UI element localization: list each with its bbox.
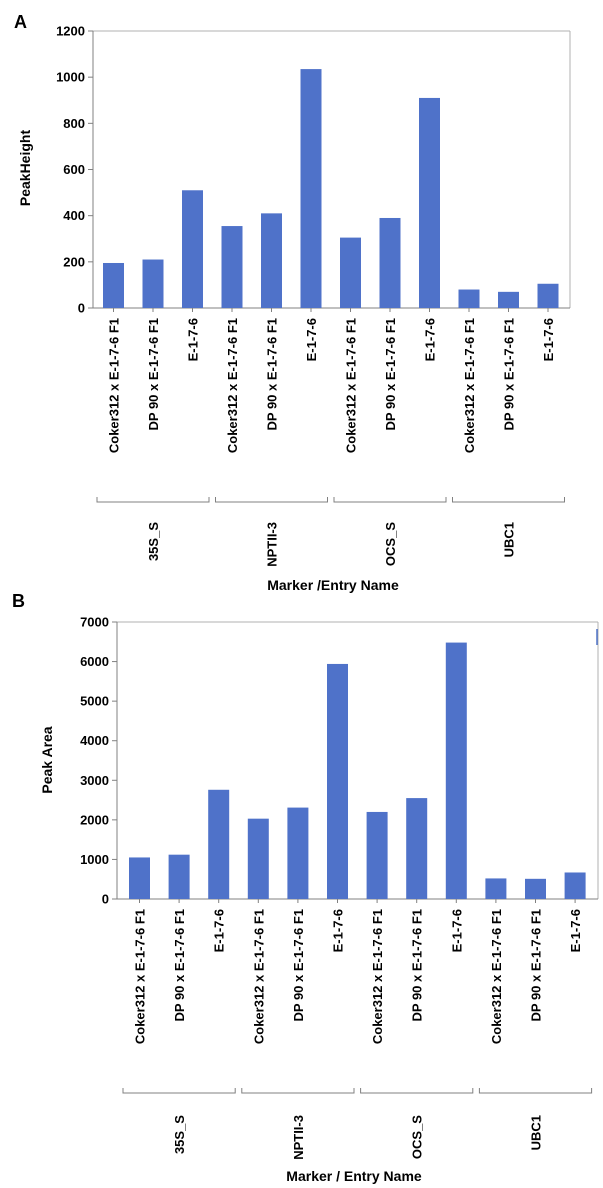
x-category-label: Coker312 x E-1-7-6 F1: [370, 909, 386, 1045]
panel-letter-b: B: [12, 591, 25, 611]
x-category-label: DP 90 x E-1-7-6 F1: [409, 909, 425, 1022]
x-category-label: E-1-7-6: [211, 909, 227, 953]
x-category-label: DP 90 x E-1-7-6 F1: [172, 909, 188, 1022]
x-group-label: 35S_S: [172, 1115, 188, 1155]
y-tick-label: 4000: [80, 733, 109, 749]
x-category-label: Coker312 x E-1-7-6 F1: [106, 318, 122, 454]
x-category-label: E-1-7-6: [541, 318, 556, 362]
chart-panel-a: [14, 12, 570, 593]
bar: [446, 643, 467, 899]
x-category-label: DP 90 x E-1-7-6 F1: [383, 318, 398, 431]
y-tick-label: 5000: [80, 693, 109, 709]
y-tick-label: 7000: [80, 614, 109, 630]
x-axis-title: Marker /Entry Name: [267, 577, 399, 593]
bar: [525, 879, 546, 899]
x-category-label: DP 90 x E-1-7-6 F1: [146, 318, 161, 431]
x-group-label: 35S_S: [146, 522, 161, 562]
x-group-label: NPTII-3: [264, 522, 280, 567]
bar: [565, 872, 586, 899]
x-category-label: Coker312 x E-1-7-6 F1: [343, 318, 359, 454]
x-category-label: E-1-7-6: [449, 909, 465, 953]
y-tick-label: 1000: [56, 69, 85, 85]
bar: [248, 819, 269, 899]
panel-letter-a: A: [14, 12, 27, 32]
bar: [301, 69, 322, 308]
y-tick-label: 3000: [80, 772, 109, 788]
y-tick-label: 600: [63, 162, 85, 177]
group-bracket: [216, 497, 328, 502]
y-tick-label: 0: [101, 891, 109, 907]
bar: [538, 284, 559, 308]
y-tick-label: 0: [77, 300, 85, 316]
x-group-label: OCS_S: [383, 522, 398, 567]
bar: [419, 98, 440, 308]
x-group-label: NPTII-3: [290, 1115, 306, 1160]
x-category-label: E-1-7-6: [304, 318, 319, 362]
x-category-label: E-1-7-6: [422, 318, 438, 362]
bar: [129, 857, 150, 899]
bar: [340, 238, 361, 308]
x-category-label: Coker312 x E-1-7-6 F1: [488, 909, 504, 1045]
bar: [287, 808, 308, 899]
bar: [261, 213, 282, 308]
y-axis-title: PeakHeight: [17, 129, 33, 207]
bar: [182, 190, 203, 308]
bar: [222, 226, 243, 308]
x-category-label: E-1-7-6: [568, 909, 584, 953]
x-category-label: Coker312 x E-1-7-6 F1: [251, 909, 267, 1045]
bar: [485, 878, 506, 899]
group-bracket: [97, 497, 209, 502]
y-tick-label: 2000: [80, 812, 109, 828]
x-category-label: E-1-7-6: [185, 318, 201, 362]
bar: [103, 263, 124, 308]
x-category-label: DP 90 x E-1-7-6 F1: [528, 909, 544, 1022]
y-tick-label: 200: [63, 254, 85, 270]
x-group-label: UBC1: [528, 1115, 544, 1151]
x-group-label: OCS_S: [409, 1115, 425, 1160]
x-axis-title: Marker / Entry Name: [286, 1168, 422, 1184]
bar: [380, 218, 401, 308]
y-tick-label: 1000: [80, 851, 109, 867]
x-category-label: DP 90 x E-1-7-6 F1: [264, 318, 280, 431]
bar: [406, 798, 427, 899]
x-category-label: E-1-7-6: [330, 909, 346, 953]
y-tick-label: 400: [63, 208, 85, 224]
x-category-label: DP 90 x E-1-7-6 F1: [290, 909, 306, 1022]
bar: [208, 790, 229, 899]
bar: [169, 855, 190, 899]
x-category-label: Coker312 x E-1-7-6 F1: [132, 909, 148, 1045]
group-bracket: [361, 1088, 473, 1093]
bar: [459, 290, 480, 308]
x-category-label: Coker312 x E-1-7-6 F1: [462, 318, 477, 454]
y-tick-label: 6000: [80, 654, 109, 670]
bar: [367, 812, 388, 899]
group-bracket: [334, 497, 446, 502]
group-bracket: [453, 497, 565, 502]
y-tick-label: 800: [63, 115, 85, 131]
chart-panel-b: [12, 591, 598, 1184]
y-tick-label: 1200: [56, 23, 85, 39]
group-bracket: [479, 1088, 591, 1093]
x-category-label: DP 90 x E-1-7-6 F1: [501, 318, 517, 431]
y-axis-title: Peak Area: [39, 726, 55, 794]
group-bracket: [123, 1088, 235, 1093]
bar: [327, 664, 348, 899]
x-group-label: UBC1: [501, 522, 517, 558]
bar: [498, 292, 519, 308]
bar: [143, 260, 164, 308]
group-bracket: [242, 1088, 354, 1093]
x-category-label: Coker312 x E-1-7-6 F1: [225, 318, 240, 454]
